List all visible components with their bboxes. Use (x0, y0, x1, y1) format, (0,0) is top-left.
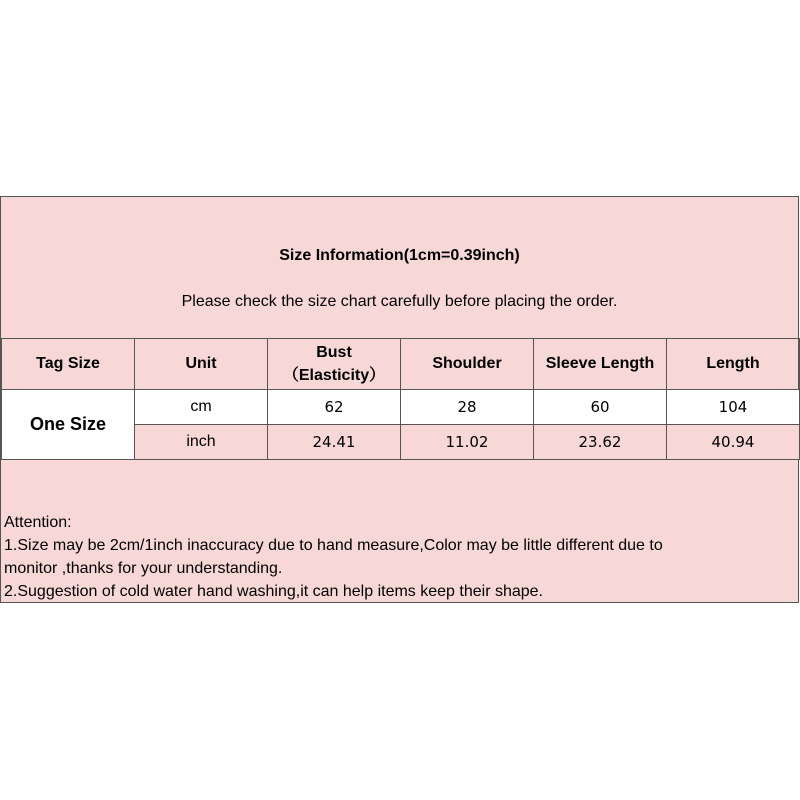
length-cell: 40.94 (667, 425, 800, 460)
notes-line-1: 1.Size may be 2cm/1inch inaccuracy due to hand measure,Color may be little different due to (4, 537, 663, 554)
chart-subtitle: Please check the size chart carefully before placing the order. (181, 293, 618, 310)
chart-header (1, 197, 798, 339)
header-unit: Unit (135, 339, 268, 390)
shoulder-cell: 11.02 (401, 425, 534, 460)
sleeve-length-cell: 60 (534, 390, 667, 425)
header-tag-size: Tag Size (2, 339, 135, 390)
unit-cell: inch (135, 425, 268, 460)
shoulder-cell: 28 (401, 390, 534, 425)
attention-notes (4, 511, 794, 603)
size-table (1, 338, 800, 460)
table-header-row (2, 339, 800, 390)
bust-cell: 62 (268, 390, 401, 425)
header-bust (268, 339, 401, 390)
header-bust-line1: Bust (316, 343, 352, 361)
chart-title: Size Information(1cm=0.39inch) (279, 247, 520, 264)
tag-size-value: One Size (2, 390, 135, 460)
header-length: Length (667, 339, 800, 390)
sleeve-length-cell: 23.62 (534, 425, 667, 460)
header-sleeve-length: Sleeve Length (534, 339, 667, 390)
size-chart (0, 196, 799, 603)
notes-line-2: monitor ,thanks for your understanding. (4, 560, 283, 577)
length-cell: 104 (667, 390, 800, 425)
notes-line-3: 2.Suggestion of cold water hand washing,it can help items keep their shape. (4, 583, 543, 600)
bust-cell: 24.41 (268, 425, 401, 460)
unit-cell: cm (135, 390, 268, 425)
notes-heading: Attention: (4, 514, 72, 531)
table-row (2, 390, 800, 425)
header-bust-line2: （Elasticity） (282, 366, 386, 384)
header-shoulder: Shoulder (401, 339, 534, 390)
